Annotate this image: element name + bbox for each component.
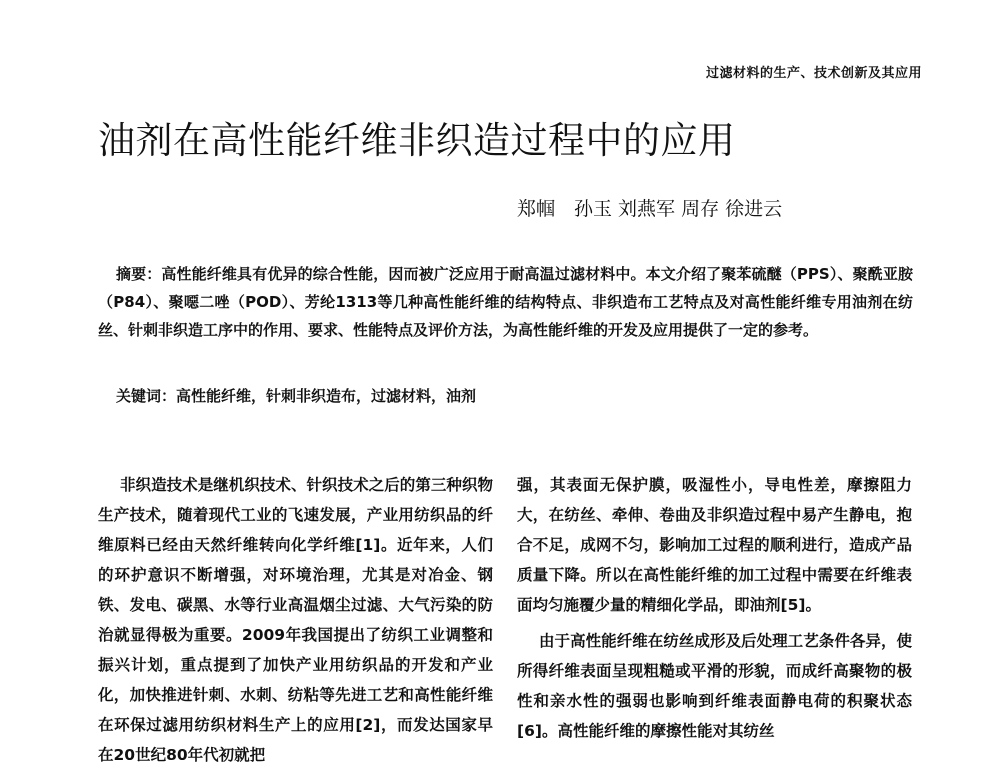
body-paragraph: 强，其表面无保护膜，吸湿性小，导电性差，摩擦阻力大，在纺丝、牵伸、卷曲及非织造过程中易产生静电，抱合不足，成网不匀，影响加工过程的顺利进行，造成产品质量下降。所以在高性能纤维的加工过程中需要在纤维表面均匀施覆少量的精细化学品，即油剂[5]。 — [517, 476, 912, 614]
keywords — [116, 385, 476, 406]
body-paragraph: 非织造技术是继机织技术、针织技术之后的第三种织物生产技术，随着现代工业的飞速发展，产业用纺织品的纤维原料已经由天然纤维转向化学纤维[1]。近年来，人们的环护意识不断增强，对环境治理，尤其是对冶金、钢铁、发电、碳黑、水等行业高温烟尘过滤、大气污染的防治就显得极为重要。2009年我国提出了纺织工业调整和振兴计划，重点提到了加快产业用纺织品的开发和产业化，加快推进针刺、水刺、纺粘等先进工艺和高性能纤维在环保过滤用纺织材料生产上的应用[2]，而发达国家早在20世纪80年代初就把 — [98, 476, 493, 764]
abstract-text: 高性能纤维具有优异的综合性能，因而被广泛应用于耐高温过滤材料中。本文介绍了聚苯硫醚（PPS）、聚酰亚胺（P84）、聚噁二唑（POD）、芳纶1313等几种高性能纤维的结构特点、非织造布工艺特点及对高性能纤维专用油剂在纺丝、针刺非织造工序中的作用、要求、性能特点及评价方法，为高性能纤维的开发及应用提供了一定的参考。 — [98, 265, 913, 339]
abstract-label: 摘要： — [116, 265, 162, 283]
author-list: 郑帼 孙玉 刘燕军 周存 徐进云 — [517, 198, 783, 220]
body-paragraph: 由于高性能纤维在纺丝成形及后处理工艺条件各异，使所得纤维表面呈现粗糙或平滑的形貌，而成纤高聚物的极性和亲水性的强弱也影响到纤维表面静电荷的积聚状态[6]。高性能纤维的摩擦性能对其纺丝 — [517, 632, 912, 740]
article-title: 油剂在高性能纤维非织造过程中的应用 — [98, 119, 736, 162]
abstract — [98, 260, 913, 344]
keywords-label: 关键词： — [116, 387, 177, 405]
keywords-text: 高性能纤维，针刺非织造布，过滤材料，油剂 — [176, 387, 477, 405]
body-column-left — [98, 470, 493, 770]
running-header: 过滤材料的生产、技术创新及其应用 — [705, 66, 922, 81]
body-column-right — [517, 470, 912, 746]
abstract-paragraph — [98, 260, 913, 344]
